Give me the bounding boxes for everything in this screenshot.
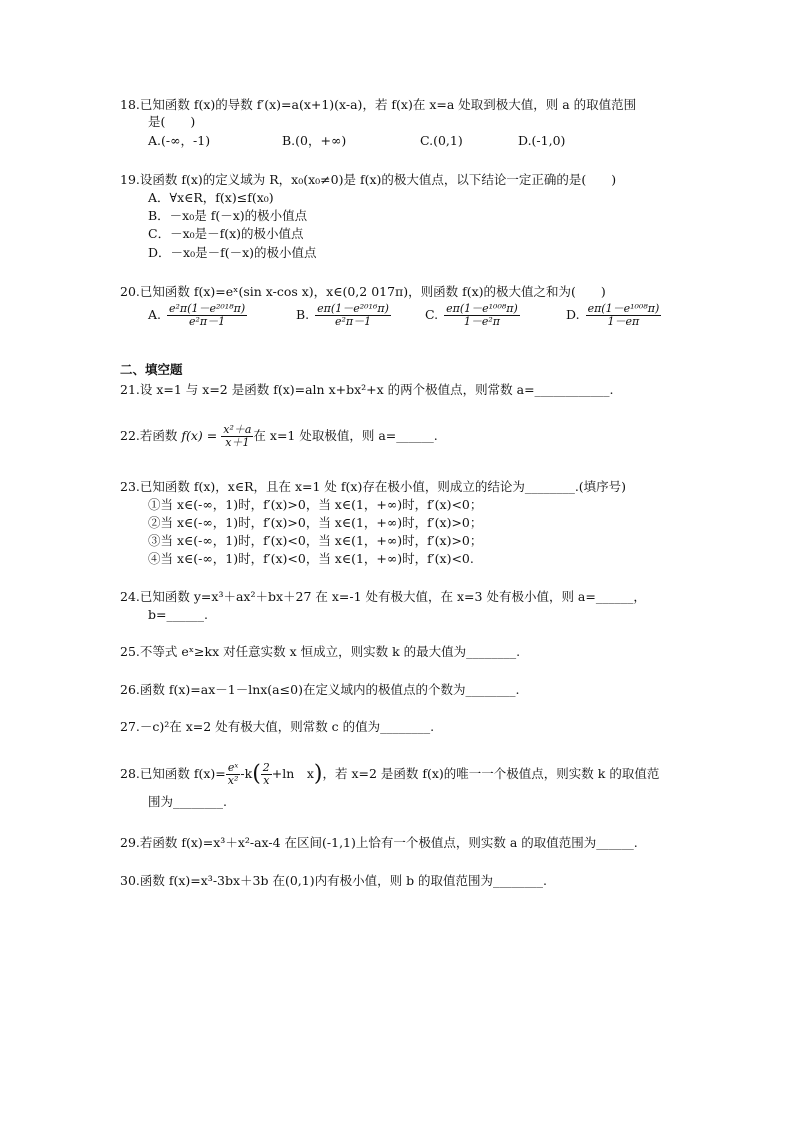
q19-option-b: B．－x₀是 f(－x)的极小值点	[148, 208, 308, 223]
q20-option-c-fraction	[444, 303, 520, 328]
q28-fraction-2	[261, 762, 272, 787]
q20-option-d-numerator: eπ(1－e¹⁰⁰⁸π)	[587, 302, 660, 315]
q20-option-b-numerator: eπ(1－e²⁰¹⁶π)	[317, 302, 389, 315]
q20-option-a-fraction	[167, 303, 247, 328]
left-paren: (	[252, 761, 261, 787]
q22-numerator: x²＋a	[223, 423, 252, 436]
q20-option-b	[296, 303, 391, 328]
q28-denominator-1: x²	[227, 774, 239, 787]
q20-option-d-denominator: 1－eπ	[607, 315, 640, 328]
q18-option-b: B.(0，+∞)	[282, 133, 347, 148]
q20-option-b-denominator: e²π－1	[334, 315, 372, 328]
right-paren: )	[313, 761, 323, 787]
q22-function: f(x) =	[181, 428, 218, 443]
q28-prefix: 28.已知函数 f(x)=	[120, 766, 226, 781]
q20-option-a-numerator: e²π(1－e²⁰¹⁸π)	[169, 302, 246, 315]
section-title: 二、填空题	[120, 362, 183, 377]
q20-option-c-label: C.	[425, 307, 439, 322]
q20-option-d	[566, 303, 661, 328]
q19-option-d: D．－x₀是－f(－x)的极小值点	[148, 245, 317, 260]
q20-option-d-fraction	[586, 303, 662, 328]
q18-option-a: A.(-∞，-1)	[148, 133, 211, 148]
q26: 26.函数 f(x)=ax－1－lnx(a≤0)在定义域内的极值点的个数为________.	[120, 682, 520, 697]
q18-stem-cont: 是( )	[148, 114, 196, 129]
q22-suffix: 在 x=1 处取极值，则 a=______.	[253, 428, 438, 443]
q28-minus-k: -k	[240, 766, 253, 781]
q20-option-b-fraction	[315, 303, 391, 328]
q28-numerator-1: eˣ	[226, 762, 241, 775]
q20-option-a-label: A.	[148, 307, 162, 322]
q23-item-2: ②当 x∈(-∞，1)时，f′(x)>0，当 x∈(1，+∞)时，f′(x)>0；	[148, 515, 483, 530]
q20-option-d-label: D.	[566, 307, 580, 322]
q28-suffix: ，若 x=2 是函数 f(x)的唯一一个极值点，则实数 k 的取值范	[322, 766, 660, 781]
q18-stem: 18.已知函数 f(x)的导数 f′(x)=a(x+1)(x-a)，若 f(x)在 x=a 处取到极大值，则 a 的取值范围	[120, 97, 637, 112]
q23-stem: 23.已知函数 f(x)，x∈R，且在 x=1 处 f(x)存在极小值，则成立的结论为________.(填序号)	[120, 479, 627, 494]
q28-stem-cont: 围为________.	[148, 794, 227, 809]
q22	[120, 424, 438, 449]
q25: 25.不等式 eˣ≥kx 对任意实数 x 恒成立，则实数 k 的最大值为________.	[120, 644, 521, 659]
q20-option-c-denominator: 1－e²π	[463, 315, 501, 328]
q23-item-3: ③当 x∈(-∞，1)时，f′(x)<0，当 x∈(1，+∞)时，f′(x)>0；	[148, 533, 483, 548]
q22-denominator: x＋1	[225, 436, 250, 449]
q29: 29.若函数 f(x)=x³＋x²-ax-4 在区间(-1,1)上恰有一个极值点，则实数 a 的取值范围为______.	[120, 835, 638, 850]
q28	[120, 762, 659, 787]
q20-option-a	[148, 303, 247, 328]
q23-item-4: ④当 x∈(-∞，1)时，f′(x)<0，当 x∈(1，+∞)时，f′(x)<0.	[148, 551, 474, 566]
q20-stem: 20.已知函数 f(x)=eˣ(sin x-cos x)，x∈(0,2 017π)，则函数 f(x)的极大值之和为( )	[120, 284, 606, 299]
q28-tail: +ln x	[271, 766, 314, 781]
q20-option-c	[425, 303, 520, 328]
q18-option-c: C.(0,1)	[420, 133, 463, 148]
q20-option-a-denominator: e²π－1	[188, 315, 226, 328]
q30: 30.函数 f(x)=x³-3bx＋3b 在(0,1)内有极小值，则 b 的取值范围为________.	[120, 873, 548, 888]
q20-option-b-label: B.	[296, 307, 310, 322]
q22-prefix: 22.若函数	[120, 428, 178, 443]
q28-denominator-2: x	[263, 774, 270, 787]
q23-item-1: ①当 x∈(-∞，1)时，f′(x)>0，当 x∈(1，+∞)时，f′(x)<0；	[148, 497, 483, 512]
q27: 27.－c)²在 x=2 处有极大值，则常数 c 的值为________.	[120, 719, 435, 734]
q21: 21.设 x=1 与 x=2 是函数 f(x)=aln x+bx²+x 的两个极值点，则常数 a=____________.	[120, 382, 614, 397]
q19-stem: 19.设函数 f(x)的定义域为 R，x₀(x₀≠0)是 f(x)的极大值点，以下结论一定正确的是( )	[120, 172, 617, 187]
q28-numerator-2: 2	[262, 761, 270, 774]
q24-stem: 24.已知函数 y=x³＋ax²＋bx＋27 在 x=-1 处有极大值，在 x=3 处有极小值，则 a=______，	[120, 589, 646, 604]
q22-fraction	[221, 424, 253, 449]
q20-option-c-numerator: eπ(1－e¹⁰⁰⁸π)	[446, 302, 518, 315]
q24-stem-cont: b=______.	[148, 607, 208, 622]
q18-option-d: D.(-1,0)	[518, 133, 566, 148]
q28-fraction-1	[226, 762, 241, 787]
q19-option-a: A．∀x∈R，f(x)≤f(x₀)	[148, 190, 274, 205]
q19-option-c: C．－x₀是－f(x)的极小值点	[148, 226, 304, 241]
